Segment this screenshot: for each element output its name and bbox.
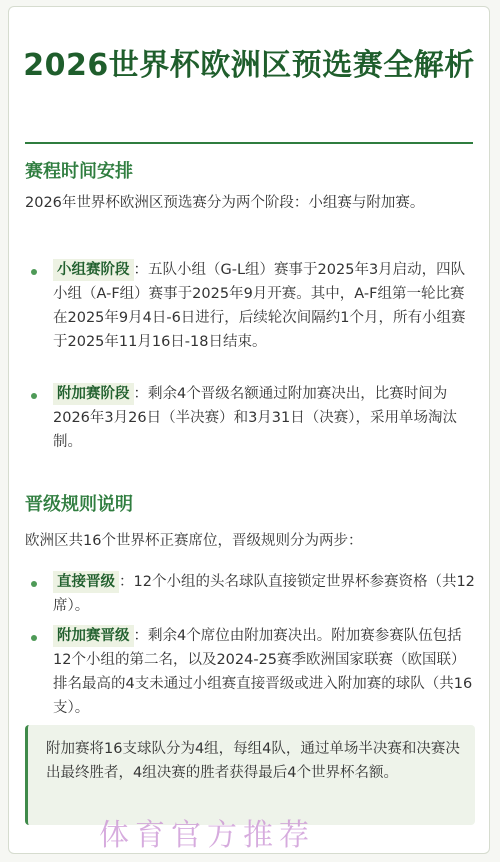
bullet-icon — [31, 393, 37, 399]
article-card — [8, 6, 490, 854]
list-item-playoff-qualify — [53, 624, 477, 720]
item-label: 附加赛晋级 — [53, 625, 134, 647]
list-item-group-stage — [53, 258, 477, 354]
watermark-text: 体育官方推荐 — [99, 818, 315, 853]
title-divider — [25, 142, 473, 144]
bullet-icon — [31, 635, 37, 641]
item-label: 小组赛阶段 — [53, 259, 134, 281]
section-heading-schedule: 赛程时间安排 — [25, 161, 133, 182]
bullet-icon — [31, 269, 37, 275]
list-item-playoff-stage — [53, 382, 477, 454]
schedule-intro: 2026年世界杯欧洲区预选赛分为两个阶段：小组赛与附加赛。 — [25, 195, 425, 211]
item-label: 附加赛阶段 — [53, 383, 134, 405]
bullet-icon — [31, 581, 37, 587]
page-title: 2026世界杯欧洲区预选赛全解析 — [23, 48, 475, 83]
section-heading-rules: 晋级规则说明 — [25, 494, 133, 515]
rules-intro: 欧洲区共16个世界杯正赛席位，晋级规则分为两步： — [25, 533, 363, 549]
list-item-direct-qualify — [53, 570, 477, 618]
item-label: 直接晋级 — [53, 571, 119, 593]
item-text: ：剩余4个席位由附加赛决出。附加赛参赛队伍包括12个小组的第二名，以及2024-25赛季欧洲国家联赛（欧国联）排名最高的4支未通过小组赛直接晋级或进入附加赛的球队（共16支）。 — [53, 628, 473, 716]
item-text: ：12个小组的头名球队直接锁定世界杯参赛资格（共12席）。 — [53, 574, 475, 614]
item-text: ：剩余4个晋级名额通过附加赛决出，比赛时间为2026年3月26日（半决赛）和3月31日（决赛），采用单场淘汰制。 — [53, 386, 458, 450]
item-text: ：五队小组（G-L组）赛事于2025年3月启动，四队小组（A-F组）赛事于2025年9月开赛。其中，A-F组第一轮比赛在2025年9月4日-6日进行，后续轮次间隔约1个月，所有小组赛于2025年11月16日-18日结束。 — [53, 262, 466, 350]
note-box: 附加赛将16支球队分为4组，每组4队，通过单场半决赛和决赛决出最终胜者，4组决赛的胜者获得最后4个世界杯名额。 — [25, 725, 475, 825]
